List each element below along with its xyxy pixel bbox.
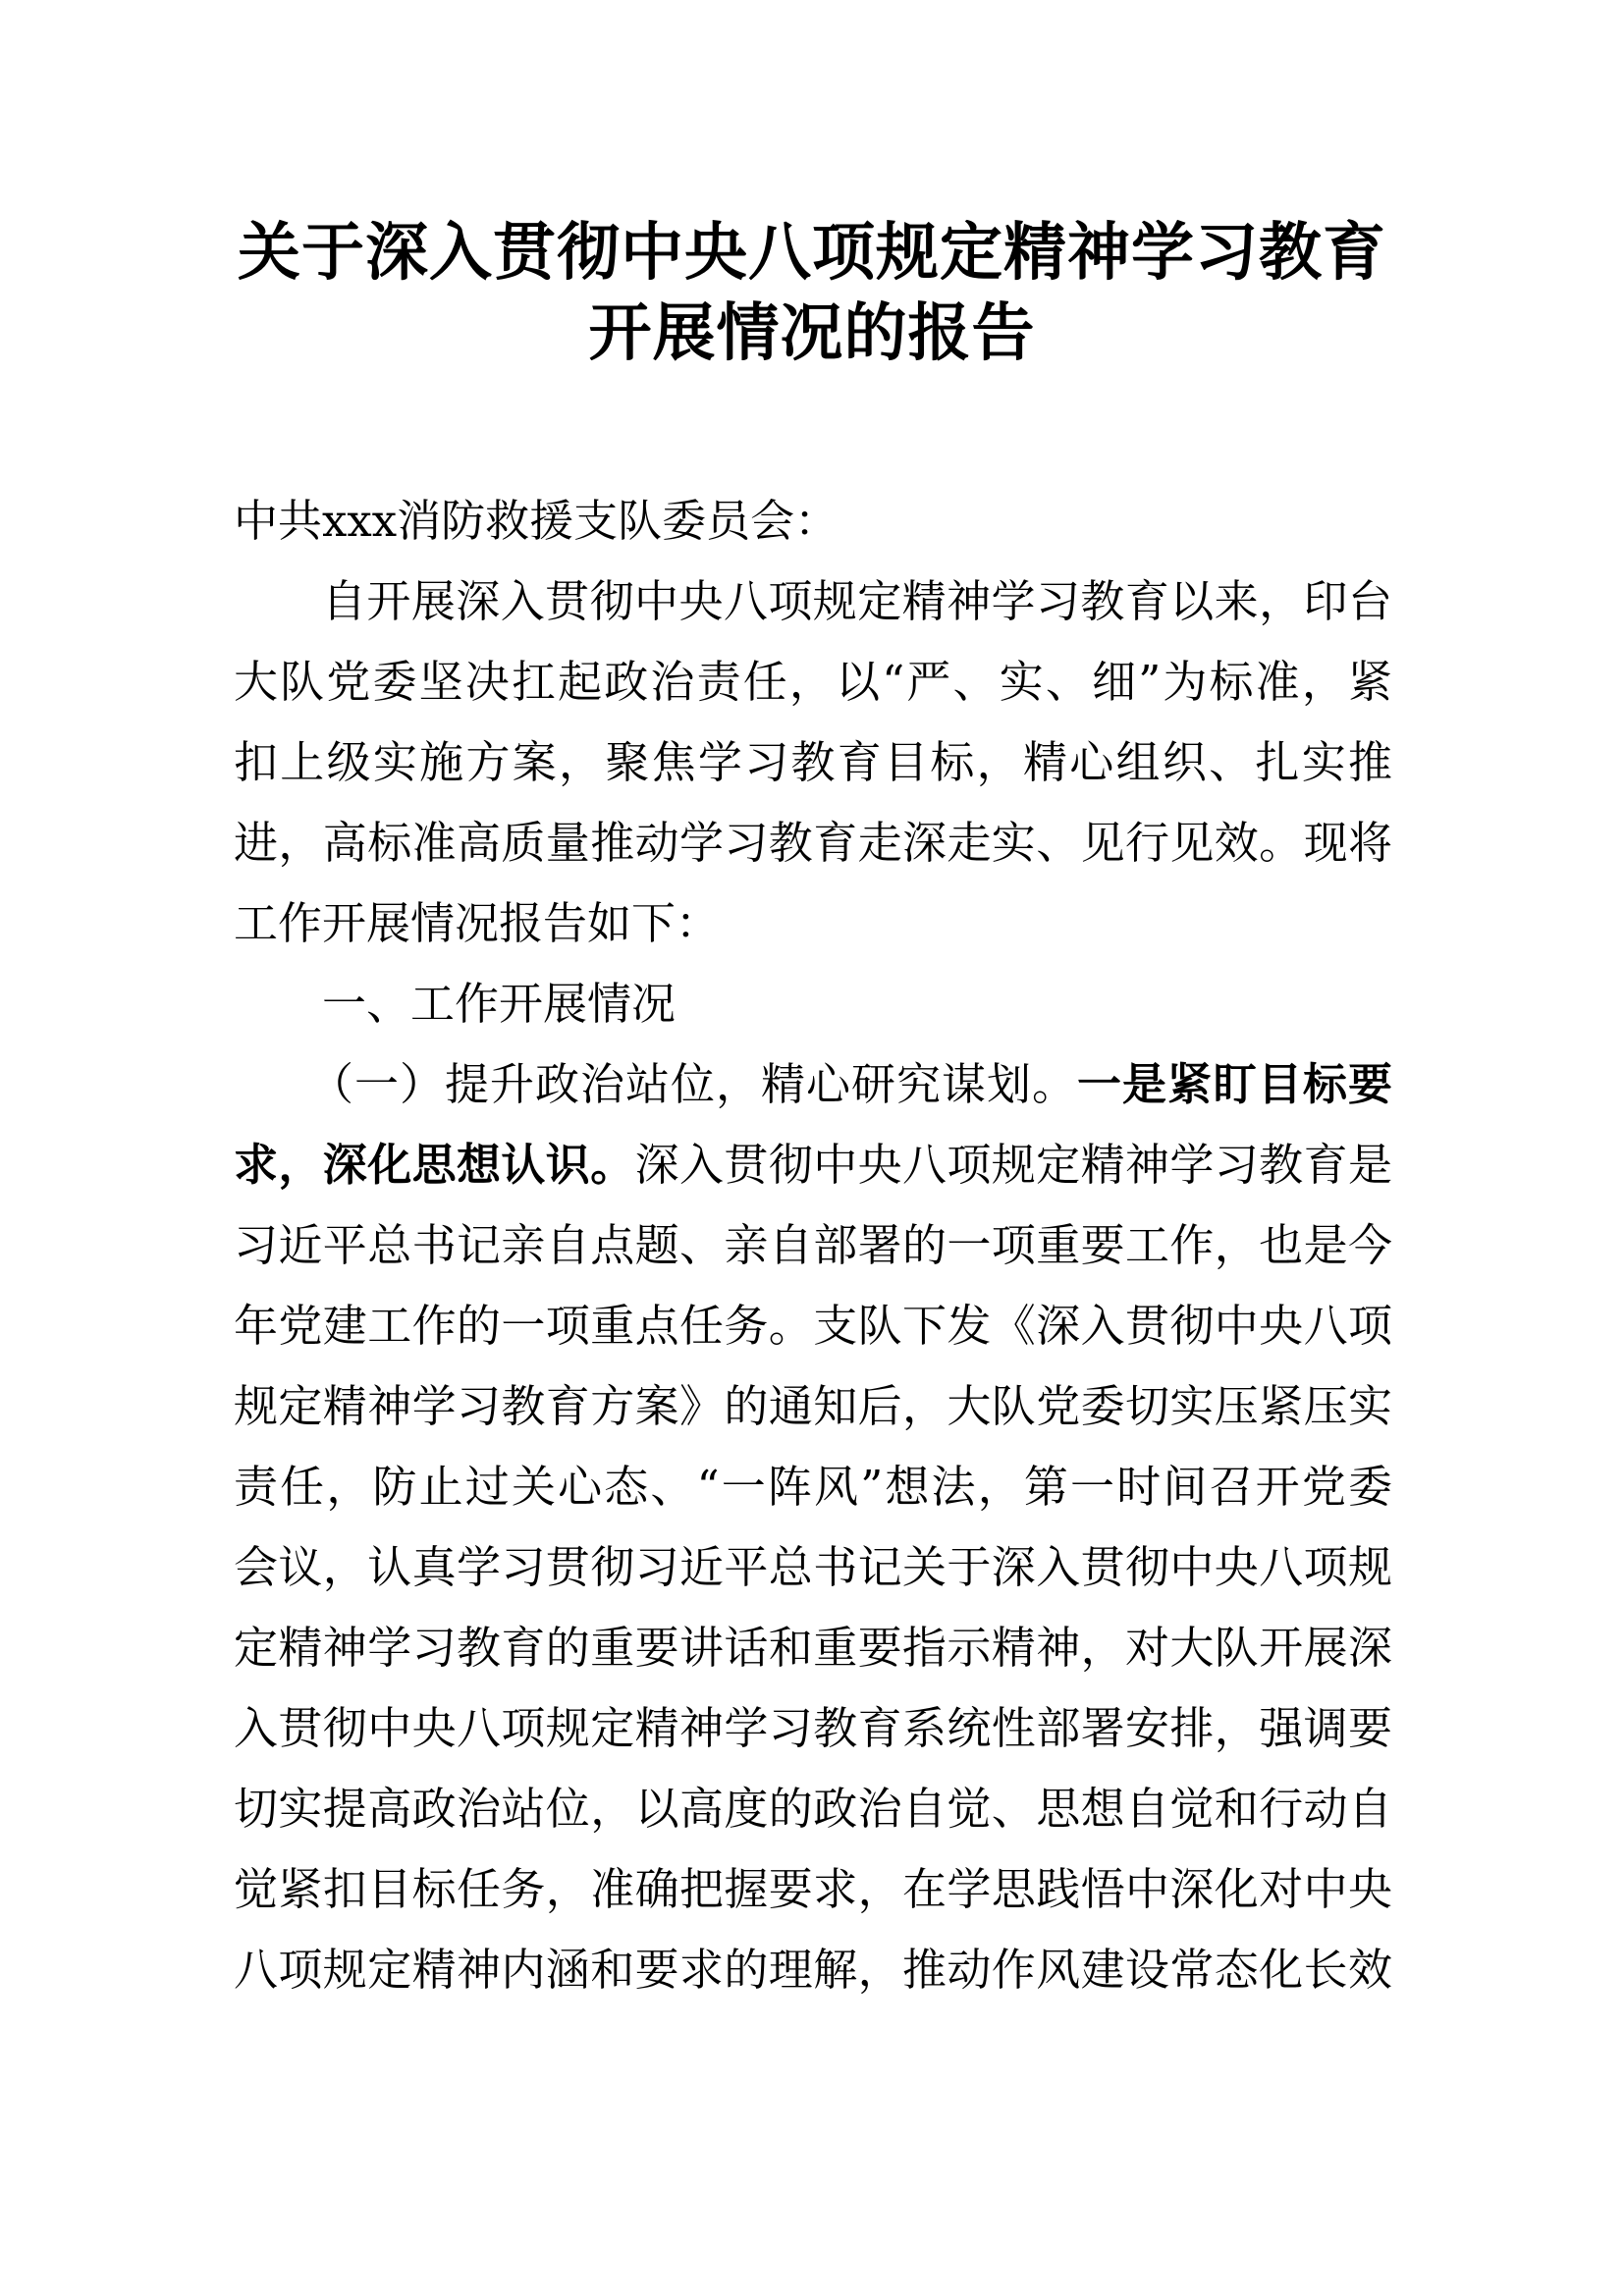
intro-line: 扣上级实施方案，聚焦学习教育目标，精心组织、扎实推 bbox=[234, 736, 1392, 788]
body-line: 责任，防止过关心态、“一阵风”想法，第一时间召开党委 bbox=[234, 1461, 1392, 1513]
body-line: 会议，认真学习贯彻习近平总书记关于深入贯彻中央八项规 bbox=[234, 1541, 1392, 1593]
body-line: 觉紧扣目标任务，准确把握要求，在学思践悟中深化对中央 bbox=[234, 1863, 1392, 1915]
body-line bbox=[234, 1125, 1392, 1205]
intro-line: 大队党委坚决扛起政治责任，以“严、实、细”为标准，紧 bbox=[234, 656, 1392, 708]
key-point-bold: 求，深化思想认识。 bbox=[234, 1139, 635, 1191]
subsection-line bbox=[309, 1044, 1392, 1125]
intro-line: 自开展深入贯彻中央八项规定精神学习教育以来，印台 bbox=[322, 575, 1392, 627]
body-line: 入贯彻中央八项规定精神学习教育系统性部署安排，强调要 bbox=[234, 1702, 1392, 1754]
subsection-title: （一）提升政治站位，精心研究谋划。 bbox=[309, 1058, 1077, 1110]
key-point-bold: 一是紧盯目标要 bbox=[1076, 1058, 1392, 1110]
salutation: 中共xxx消防救援支队委员会： bbox=[234, 495, 839, 547]
body-line: 习近平总书记亲自点题、亲自部署的一项重要工作，也是今 bbox=[234, 1219, 1392, 1271]
document-title-line-2: 开展情况的报告 bbox=[588, 296, 1036, 370]
section-heading: 一、工作开展情况 bbox=[322, 978, 677, 1030]
body-line: 规定精神学习教育方案》的通知后，大队党委切实压紧压实 bbox=[234, 1380, 1392, 1432]
intro-line: 工作开展情况报告如下： bbox=[234, 897, 721, 949]
body-line: 年党建工作的一项重点任务。支队下发《深入贯彻中央八项 bbox=[234, 1300, 1392, 1352]
body-line: 切实提高政治站位，以高度的政治自觉、思想自觉和行动自 bbox=[234, 1783, 1392, 1835]
body-line: 八项规定精神内涵和要求的理解，推动作风建设常态化长效 bbox=[234, 1944, 1392, 1996]
document-title-line-1: 关于深入贯彻中央八项规定精神学习教育 bbox=[238, 216, 1386, 290]
intro-line: 进，高标准高质量推动学习教育走深走实、见行见效。现将 bbox=[234, 817, 1392, 869]
body-text: 深入贯彻中央八项规定精神学习教育是 bbox=[634, 1139, 1392, 1191]
body-line: 定精神学习教育的重要讲话和重要指示精神，对大队开展深 bbox=[234, 1622, 1392, 1674]
